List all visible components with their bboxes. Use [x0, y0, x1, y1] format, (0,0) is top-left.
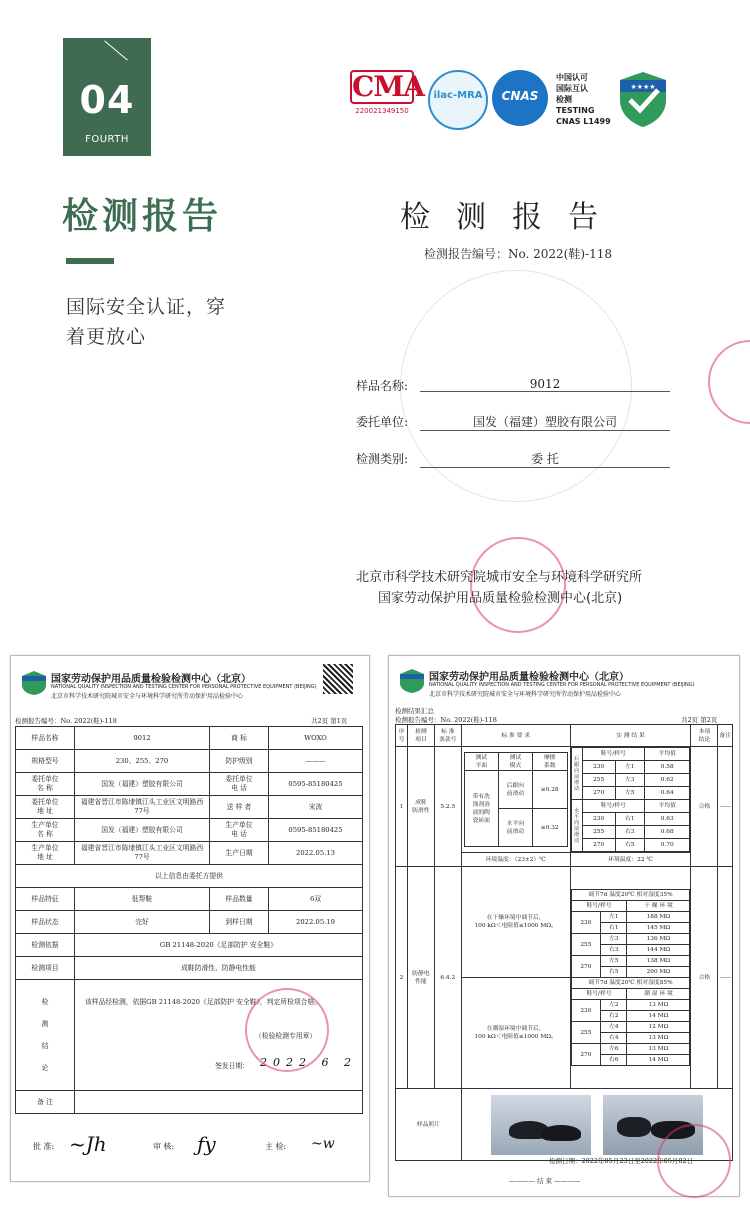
- cell: 后跟向前滑动: [571, 748, 582, 800]
- cell: 左2: [601, 1000, 627, 1011]
- page2-report-number: 检测报告编号：No. 2022(鞋)-118: [395, 716, 497, 724]
- cell: 生产单位 地 址: [16, 842, 75, 865]
- cell: 270: [571, 956, 601, 978]
- page1-report-number: 检测报告编号：No. 2022(鞋)-118: [15, 717, 117, 725]
- stamp-text: （检验检测专用章）: [255, 1032, 317, 1040]
- cell: 备 注: [16, 1091, 75, 1114]
- title-underline: [66, 258, 114, 264]
- cell: 样品特征: [16, 888, 75, 911]
- cell: 宋波: [269, 796, 363, 819]
- cell: 实 测 结 果: [570, 725, 691, 747]
- cell: 鞋号/样号: [582, 800, 644, 813]
- cell: 145 MΩ: [627, 923, 690, 934]
- section-label: FOURTH: [85, 134, 129, 145]
- cell: 右6: [601, 1055, 627, 1066]
- cell: 测试 平面: [464, 753, 498, 771]
- cell: 国发（福建）塑胶有限公司: [75, 773, 210, 796]
- cma-number: 220021349150: [355, 107, 409, 115]
- issue-date: 2022 6 2: [260, 1056, 357, 1069]
- cover-stamp: [470, 537, 566, 633]
- wet-requirement: 在潮湿环境中调节后， 100 kΩ＜电阻值≤1000 MΩ。: [474, 1026, 557, 1040]
- ilac-logo: [428, 70, 488, 130]
- table-row: [16, 773, 363, 796]
- section-description: [66, 292, 266, 352]
- cell: 完好: [75, 911, 210, 934]
- main-check-signature: ~w: [311, 1136, 335, 1152]
- cell: [75, 980, 363, 1091]
- table-row: [16, 911, 363, 934]
- cell: 左1: [615, 761, 644, 774]
- table-row: [571, 890, 690, 901]
- table-row: [571, 813, 690, 826]
- cell: 9012: [75, 727, 210, 750]
- cell: 样品状态: [16, 911, 75, 934]
- cell: [570, 747, 691, 853]
- cell: 1: [396, 747, 408, 867]
- type-value: 委 托: [420, 450, 670, 468]
- cell: 左5: [601, 956, 627, 967]
- cell: [16, 980, 75, 1091]
- conclusion-char: 论: [41, 1064, 49, 1072]
- table-row: [16, 750, 363, 773]
- section-title: 检测报告: [62, 196, 223, 237]
- page2-results-table: [395, 724, 733, 1161]
- table-row: [16, 1091, 363, 1114]
- cell: 环境温度：22 ℃: [570, 853, 691, 867]
- cell: 左3: [615, 774, 644, 787]
- cell: 防静电 性能: [407, 867, 434, 1089]
- cell: 到样日期: [210, 911, 269, 934]
- cell: 0.63: [645, 813, 690, 826]
- cnas-caption-2: 国际互认: [556, 84, 588, 93]
- table-row: [16, 796, 363, 819]
- section-badge: [63, 38, 151, 156]
- cell: 检测 项目: [407, 725, 434, 747]
- cell: 右1: [615, 813, 644, 826]
- review-label: 审 核:: [153, 1142, 175, 1151]
- cell: 带有洗 涤剂溶 液的陶 瓷砖面: [464, 771, 498, 847]
- cnas-caption: [556, 72, 611, 127]
- cell: 国发（福建）塑胶有限公司: [75, 819, 210, 842]
- cell: 230: [571, 912, 601, 934]
- issue-label: 签发日期：: [215, 1062, 249, 1070]
- cell: 干 燥 环 境: [627, 901, 690, 912]
- cell: 270: [571, 1044, 601, 1066]
- table-row: [571, 956, 690, 967]
- cell: 左1: [601, 912, 627, 923]
- center-name-sub: 北京市科学技术研究院城市安全与环境科学研究所劳动保护用品检验中心: [51, 693, 244, 700]
- table-row: [571, 774, 690, 787]
- cell: 平均值: [645, 748, 690, 761]
- table-row: [571, 761, 690, 774]
- cell: 标 准 条款号: [434, 725, 461, 747]
- table-row: [571, 989, 690, 1000]
- cell: 生产单位 电 话: [210, 819, 269, 842]
- table-row: [16, 842, 363, 865]
- cell: 右1: [601, 923, 627, 934]
- cell: 0.62: [645, 774, 690, 787]
- cell: WOXO: [269, 727, 363, 750]
- table-row: [571, 901, 690, 912]
- cell: 委托单位 地 址: [16, 796, 75, 819]
- cell: ———: [269, 750, 363, 773]
- org-line-2: 国家劳动保护用品质量检验检测中心(北京): [378, 591, 623, 606]
- cell: 左3: [601, 934, 627, 945]
- cell: 水平向 前滑动: [498, 809, 532, 847]
- cell: 送 样 者: [210, 796, 269, 819]
- cell: 样品名称: [16, 727, 75, 750]
- cell: 福建省晋江市陈埭镇江头工业区文明路西77号: [75, 796, 210, 819]
- cell: 水平向前滑动: [571, 800, 582, 852]
- cnas-caption-4: TESTING: [556, 106, 595, 115]
- cnas-text: CNAS: [501, 89, 539, 103]
- cell: 230: [582, 761, 615, 774]
- conclusion-text: 该样品经检测，依据GB 21148-2020《足部防护 安全鞋》，判定所检项合格。: [85, 998, 322, 1006]
- cell: 0.64: [645, 787, 690, 800]
- table-row: [571, 748, 690, 761]
- slip-result-table: [571, 747, 691, 852]
- safety-shield-icon: [618, 70, 668, 128]
- cell: 200 MΩ: [627, 967, 690, 978]
- cell: 检测项目: [16, 957, 75, 980]
- conclusion-char: 测: [41, 1020, 49, 1028]
- cell: 270: [582, 839, 615, 852]
- page1-page-count: 共2页 第1页: [311, 717, 348, 725]
- table-row: [464, 771, 567, 809]
- cell: 255: [571, 1022, 601, 1044]
- desc-line-1: 国际安全认证，穿: [66, 296, 227, 318]
- cell: 环境温度：（23±2）℃: [461, 853, 570, 867]
- end-mark: ———— 结 束 ————: [509, 1177, 581, 1185]
- table-row: [16, 865, 363, 888]
- cell: ——: [718, 867, 733, 1089]
- cnas-caption-1: 中国认可: [556, 73, 588, 82]
- cell: 230、255、270: [75, 750, 210, 773]
- table-row: [571, 1044, 690, 1055]
- cell: 13 MΩ: [627, 1044, 690, 1055]
- cell: 防护级别: [210, 750, 269, 773]
- cell: 鞋号/样号: [582, 748, 644, 761]
- cell: 成鞋防滑性、防静电性能: [75, 957, 363, 980]
- cell: 鞋号/样号: [571, 989, 627, 1000]
- cell: 规格型号: [16, 750, 75, 773]
- cell: 右4: [601, 1033, 627, 1044]
- cell: 0595-85180425: [269, 773, 363, 796]
- conclusion-char: 检: [41, 998, 49, 1006]
- cell: 右3: [601, 945, 627, 956]
- table-row: [396, 747, 733, 853]
- test-dates: 检测日期：2022年05月23日至2022年05月02日: [549, 1157, 694, 1165]
- approve-signature: ~Jh: [69, 1132, 107, 1156]
- qr-code: [323, 664, 353, 694]
- client-value: 国发（福建）塑胶有限公司: [420, 413, 670, 431]
- cell: 255: [582, 774, 615, 787]
- cell: 摩擦 系数: [532, 753, 567, 771]
- cell: 0595-85180425: [269, 819, 363, 842]
- cell: 商 标: [210, 727, 269, 750]
- cnas-caption-5: CNAS L1499: [556, 117, 611, 126]
- cell: 样品数量: [210, 888, 269, 911]
- cell: 2: [396, 867, 408, 1089]
- page2-page-count: 共2页 第2页: [681, 716, 718, 724]
- cell: 2022.05.13: [269, 842, 363, 865]
- cell: 0.70: [645, 839, 690, 852]
- cell: 左4: [601, 1022, 627, 1033]
- cell: 潮 湿 环 境: [627, 989, 690, 1000]
- cell: 福建省晋江市陈埭镇江头工业区文明路西77号: [75, 842, 210, 865]
- summary-title: 检测结果汇总: [395, 707, 434, 715]
- section-number: 04: [79, 78, 135, 122]
- cell: [461, 747, 570, 853]
- review-signature: ƒy: [197, 1132, 216, 1156]
- table-row: [464, 753, 567, 771]
- cell: 低帮鞋: [75, 888, 210, 911]
- dry-requirement: 在干燥环境中调节后， 100 kΩ＜电阻值≤1000 MΩ。: [462, 867, 570, 978]
- cell: 138 MΩ: [627, 956, 690, 967]
- cell: 标 准 要 求: [461, 725, 570, 747]
- cell: 230: [582, 813, 615, 826]
- cell: GB 21148-2020《足部防护 安全鞋》: [75, 934, 363, 957]
- cell: 委托单位 电 话: [210, 773, 269, 796]
- cell: 14 MΩ: [627, 1055, 690, 1066]
- table-row: [571, 1000, 690, 1011]
- table-row: [571, 839, 690, 852]
- ilac-text: ilac-MRA: [433, 90, 483, 101]
- cell: [570, 867, 691, 1089]
- report-page-2: [388, 655, 740, 1197]
- cma-mark: CMA: [352, 70, 425, 103]
- cnas-caption-3: 检测: [556, 95, 572, 104]
- cell: 备注: [718, 725, 733, 747]
- cell: [461, 867, 570, 1089]
- cell: 6.4.2: [434, 867, 461, 1089]
- cell: 成鞋 防滑性: [407, 747, 434, 867]
- cell: 230: [571, 1000, 601, 1022]
- cell: ——: [718, 747, 733, 867]
- table-row: [571, 934, 690, 945]
- center-name-en-2: NATIONAL QUALITY INSPECTION AND TESTING CENTER FOR PERSONAL PROTECTIVE EQUIPMENT (BEIJING): [429, 682, 695, 688]
- cnas-logo: [492, 70, 548, 126]
- cell: 255: [571, 934, 601, 956]
- cell: 0.58: [645, 761, 690, 774]
- org-line-1: 北京市科学技术研究院城市安全与环境科学研究所: [356, 570, 643, 585]
- cell: 生产单位 名 称: [16, 819, 75, 842]
- cell: 平均值: [645, 800, 690, 813]
- sample-label: 样品名称:: [356, 379, 409, 393]
- cma-logo: [350, 70, 425, 130]
- edge-stamp: [708, 340, 750, 424]
- cell: 255: [582, 826, 615, 839]
- cell: 调节7d 温度20℃ 相对湿度35%: [571, 890, 690, 901]
- cell: 本项 结论: [691, 725, 718, 747]
- cell: ≥0.32: [532, 809, 567, 847]
- table-row: [571, 912, 690, 923]
- cell: 188 MΩ: [627, 912, 690, 923]
- cell: 调节7d 温度20℃ 相对湿度85%: [571, 978, 690, 989]
- table-row: [16, 934, 363, 957]
- cell: 270: [582, 787, 615, 800]
- cell: 144 MΩ: [627, 945, 690, 956]
- page1-info-table: [15, 726, 363, 1114]
- table-row: [571, 800, 690, 813]
- cell: 5.2.5: [434, 747, 461, 867]
- table-row: [16, 819, 363, 842]
- cell: ≥0.28: [532, 771, 567, 809]
- cell: 检测依据: [16, 934, 75, 957]
- conclusion-char: 结: [41, 1042, 49, 1050]
- center-name-cn-2: 国家劳动保护用品质量检验检测中心（北京）: [429, 672, 629, 683]
- center-name-en: NATIONAL QUALITY INSPECTION AND TESTING CENTER FOR PERSONAL PROTECTIVE EQUIPMENT (BEIJING): [51, 684, 317, 690]
- table-row: [16, 957, 363, 980]
- cell: 0.68: [645, 826, 690, 839]
- cell: 鞋号/样号: [571, 901, 627, 912]
- desc-line-2: 着更放心: [66, 326, 147, 348]
- table-row: [396, 725, 733, 747]
- client-label: 委托单位:: [356, 415, 409, 429]
- cell: 生产日期: [210, 842, 269, 865]
- cell: 测试 模式: [498, 753, 532, 771]
- sample-photo-1: [491, 1095, 591, 1155]
- cover-title: 检测报告: [400, 200, 624, 235]
- cell: 6双: [269, 888, 363, 911]
- main-check-label: 主 检:: [265, 1142, 287, 1151]
- page2-stamp: [657, 1124, 731, 1198]
- table-row: [571, 826, 690, 839]
- cell: 左6: [601, 1044, 627, 1055]
- center-logo-icon-2: [399, 668, 425, 694]
- cell: 以上信息由委托方提供: [16, 865, 363, 888]
- cell: [75, 1091, 363, 1114]
- approve-label: 批 准:: [33, 1142, 55, 1151]
- antistatic-result-table: [571, 889, 691, 1066]
- table-row: [16, 888, 363, 911]
- svg-text:★★★★: ★★★★: [630, 83, 656, 91]
- report-page-1: [10, 655, 370, 1182]
- cell: 2022.05.19: [269, 911, 363, 934]
- table-row: [571, 787, 690, 800]
- table-row: [16, 980, 363, 1091]
- cell: 右2: [601, 1011, 627, 1022]
- table-row: [396, 867, 733, 1089]
- cell: 右5: [615, 839, 644, 852]
- cell: 13 MΩ: [627, 1033, 690, 1044]
- table-row: [16, 727, 363, 750]
- center-name-sub-2: 北京市科学技术研究院城市安全与环境科学研究所劳动保护用品检验中心: [429, 691, 622, 698]
- type-label: 检测类别:: [356, 452, 409, 466]
- cell: 14 MΩ: [627, 1011, 690, 1022]
- cover-report-number: 检测报告编号：No. 2022(鞋)-118: [424, 247, 613, 261]
- cell: 后跟向 前滑动: [498, 771, 532, 809]
- slip-requirement-table: [464, 752, 568, 847]
- cell: 序号: [396, 725, 408, 747]
- cell: 样品照片: [396, 1089, 462, 1161]
- table-row: [571, 1022, 690, 1033]
- center-logo-icon: [21, 670, 47, 696]
- sample-value: 9012: [420, 377, 670, 392]
- badge-slash: [104, 40, 128, 60]
- cell: 136 MΩ: [627, 934, 690, 945]
- cell: 12 MΩ: [627, 1022, 690, 1033]
- cell: 右3: [615, 826, 644, 839]
- cell: 右5: [601, 967, 627, 978]
- cell: 13 MΩ: [627, 1000, 690, 1011]
- center-name-cn: 国家劳动保护用品质量检验检测中心（北京）: [51, 674, 251, 685]
- cell: 合格: [691, 867, 718, 1089]
- report-stamp: [245, 988, 329, 1072]
- table-row: [571, 978, 690, 989]
- cell: 左5: [615, 787, 644, 800]
- cell: 委托单位 名 称: [16, 773, 75, 796]
- cell: 合格: [691, 747, 718, 867]
